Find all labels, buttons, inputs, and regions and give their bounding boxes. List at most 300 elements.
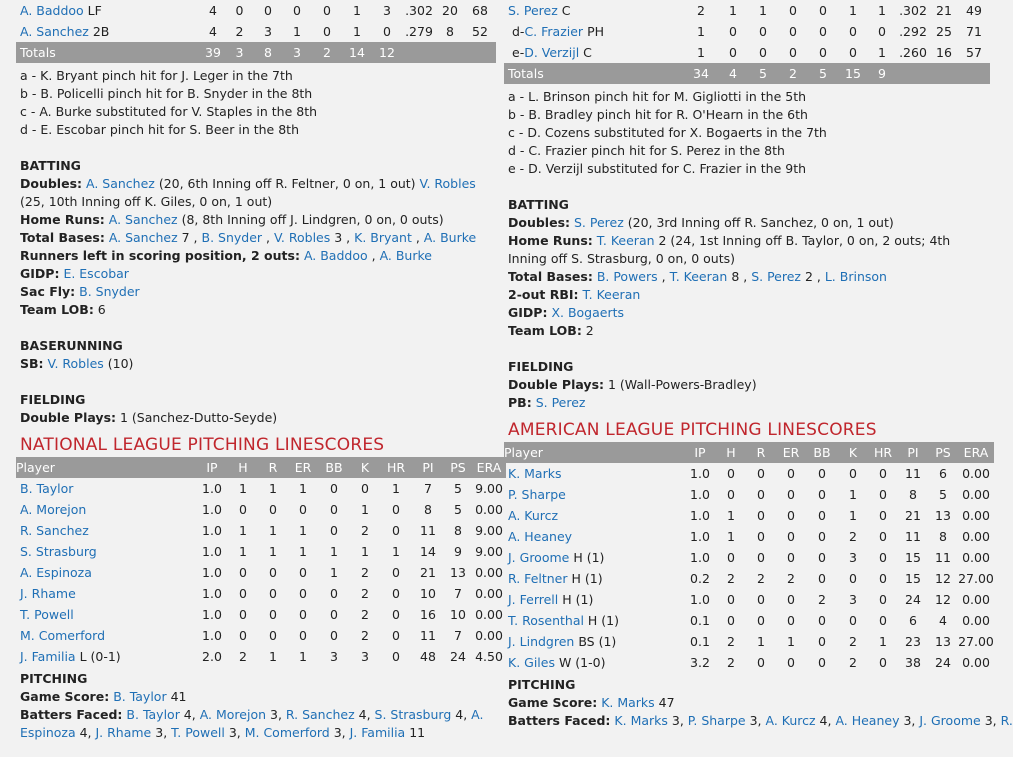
- table-row: d-C. Frazier PH 1 0 0 0 0 0 0 .292 25 71: [504, 21, 990, 42]
- batting-section: [16, 157, 496, 319]
- decision-note: H (1): [558, 592, 594, 607]
- player-link[interactable]: A. Sanchez: [108, 212, 178, 227]
- stat-cell: 14: [342, 42, 372, 63]
- table-row: e-D. Verzijl C 1 0 0 0 0 0 1 .260 16 57: [504, 42, 990, 63]
- decision-note: H (1): [583, 613, 620, 628]
- column-header: ER: [776, 442, 806, 463]
- stat-cell: 4: [939, 613, 947, 628]
- player-link[interactable]: T. Keeran: [582, 287, 641, 302]
- stat-cell: 3: [849, 550, 857, 565]
- pitcher-row: [16, 541, 506, 562]
- player-link[interactable]: A. Burke: [379, 248, 432, 263]
- column-header: PI: [898, 442, 928, 463]
- note-line: b - B. Policelli pinch hit for B. Snyder in the 8th: [20, 86, 313, 101]
- pitcher-row: [16, 562, 506, 583]
- player-link[interactable]: A. Sanchez: [108, 230, 178, 245]
- stat-cell: 0: [879, 655, 887, 670]
- game-score-line: Game Score: B. Taylor 41: [20, 689, 187, 704]
- fielding-section: [504, 358, 984, 412]
- totals-label: Totals: [504, 63, 684, 84]
- column-header: R: [258, 457, 288, 478]
- stat-cell: 0: [789, 45, 797, 60]
- total-bases-line: Total Bases: A. Sanchez 7 , B. Snyder , V. Robles 3 , K. Bryant , A. Burke: [20, 230, 477, 245]
- column-header: ERA: [472, 457, 506, 478]
- section-heading: BATTING: [508, 197, 569, 212]
- stat-cell: 1: [697, 45, 705, 60]
- stat-cell: 57: [966, 45, 982, 60]
- stat-cell: 9.00: [475, 544, 503, 559]
- stat-cell: 0: [383, 24, 391, 39]
- player-link[interactable]: J. Familia: [349, 725, 406, 740]
- stat-cell: 0: [239, 607, 247, 622]
- stat-cell: 1: [299, 523, 307, 538]
- sb-line: SB: V. Robles (10): [20, 356, 134, 371]
- player-link[interactable]: T. Powell: [171, 725, 225, 740]
- stat-cell: 1: [878, 3, 886, 18]
- team-lob-line: Team LOB: 6: [20, 302, 106, 317]
- stat-cell: 2: [361, 586, 369, 601]
- player-link[interactable]: C. Frazier: [524, 24, 584, 39]
- stat-cell: 2: [778, 63, 808, 84]
- stat-cell: 0: [759, 24, 767, 39]
- stat-cell: 0: [759, 45, 767, 60]
- stat-cell: 4: [718, 63, 748, 84]
- player-link[interactable]: J. Rhame: [95, 725, 152, 740]
- stat-cell: .302: [405, 3, 433, 18]
- player-link[interactable]: T. Keeran: [669, 269, 728, 284]
- stat-cell: 1.0: [690, 508, 710, 523]
- decision-note: H (1): [567, 571, 603, 586]
- stat-cell: 1: [849, 508, 857, 523]
- batters-faced-line: Batters Faced: B. Taylor 4, A. Morejon 3, R. Sanchez 4, S. Strasburg 4, A. Espinoza 4, J. Rhame 3, T. Powell 3, M. Comerford 3, J. Familia 11: [20, 707, 484, 740]
- player-link[interactable]: K. Bryant: [354, 230, 412, 245]
- stat-cell: 0: [757, 466, 765, 481]
- pitcher-row: [504, 547, 994, 568]
- player-link[interactable]: M. Comerford: [244, 725, 330, 740]
- stat-cell: 11: [935, 550, 951, 565]
- stat-cell: 0: [787, 529, 795, 544]
- stat-cell: 0.00: [475, 565, 503, 580]
- stat-cell: 39: [201, 42, 225, 63]
- stat-cell: 11: [905, 466, 921, 481]
- stat-cell: 0: [299, 586, 307, 601]
- stat-cell: 5: [454, 481, 462, 496]
- pitcher-row: [504, 631, 994, 652]
- player-link[interactable]: J. Groome: [919, 713, 981, 728]
- section-heading: FIELDING: [508, 359, 574, 374]
- stat-cell: 3: [383, 3, 391, 18]
- stat-cell: 0.00: [962, 508, 990, 523]
- stat-cell: 1: [239, 523, 247, 538]
- stat-cell: 0: [727, 592, 735, 607]
- stat-cell: 68: [472, 3, 488, 18]
- stat-cell: 0: [818, 613, 826, 628]
- column-header: BB: [318, 457, 350, 478]
- stat-cell: 23: [905, 634, 921, 649]
- stat-cell: 2: [787, 571, 795, 586]
- stat-cell: 9.00: [475, 523, 503, 538]
- player-link[interactable]: J. Familia: [20, 649, 76, 664]
- stat-cell: 5: [808, 63, 838, 84]
- stat-cell: 0: [269, 628, 277, 643]
- stat-cell: 0: [879, 571, 887, 586]
- stat-cell: 13: [935, 508, 951, 523]
- player-link[interactable]: A. Heaney: [835, 713, 900, 728]
- column-header: HR: [380, 457, 412, 478]
- note-line: e - D. Verzijl substituted for C. Frazier in the 9th: [508, 161, 807, 176]
- stat-cell: 0.00: [475, 628, 503, 643]
- player-link[interactable]: A. Sanchez: [86, 176, 155, 191]
- section-heading: FIELDING: [20, 392, 86, 407]
- stat-cell: 1: [330, 565, 338, 580]
- player-link[interactable]: J. Rhame: [20, 586, 76, 601]
- pitching-header-row: [16, 457, 506, 478]
- stat-cell: 1: [392, 481, 400, 496]
- player-link[interactable]: M. Comerford: [20, 628, 106, 643]
- pitcher-row: [504, 568, 994, 589]
- stat-cell: 14: [420, 544, 436, 559]
- decision-note: L (0-1): [75, 649, 121, 664]
- stat-cell: 0: [239, 502, 247, 517]
- stat-cell: 1.0: [690, 487, 710, 502]
- player-link[interactable]: R. Sanchez: [285, 707, 355, 722]
- stat-cell: 15: [905, 571, 921, 586]
- player-link[interactable]: A. Heaney: [508, 529, 573, 544]
- table-row: [16, 21, 496, 42]
- doubles-line: Doubles: S. Perez (20, 3rd Inning off R. Sanchez, 0 on, 1 out): [508, 215, 894, 230]
- stat-cell: 0: [818, 529, 826, 544]
- player-link[interactable]: S. Perez: [751, 269, 801, 284]
- stat-cell: 0.00: [475, 586, 503, 601]
- stat-cell: 20: [442, 3, 458, 18]
- player-link[interactable]: V. Robles: [47, 356, 104, 371]
- stat-cell: 2: [361, 523, 369, 538]
- player-link[interactable]: A. Espinoza: [20, 707, 484, 740]
- column-header: K: [838, 442, 868, 463]
- stat-cell: 8: [909, 487, 917, 502]
- passed-ball-line: PB: S. Perez: [508, 395, 586, 410]
- stat-cell: 0: [727, 550, 735, 565]
- totals-label: Totals: [16, 42, 201, 63]
- stat-cell: 0: [878, 24, 886, 39]
- player-link[interactable]: K. Marks: [614, 713, 668, 728]
- stat-cell: 0: [293, 3, 301, 18]
- note-line: a - L. Brinson pinch hit for M. Gigliotti in the 5th: [508, 89, 807, 104]
- stat-cell: 7: [424, 481, 432, 496]
- stat-cell: .302: [899, 3, 927, 18]
- stat-cell: 34: [684, 63, 718, 84]
- column-header: HR: [868, 442, 898, 463]
- decision-note: H (1): [569, 550, 605, 565]
- stat-cell: 0: [818, 634, 826, 649]
- stat-cell: 0: [849, 571, 857, 586]
- player-link[interactable]: S. Strasburg: [20, 544, 97, 559]
- stat-cell: 3: [282, 42, 312, 63]
- table-row: [16, 0, 496, 21]
- player-link[interactable]: A. Baddoo: [303, 248, 368, 263]
- player-link[interactable]: J. Ferrell: [508, 592, 559, 607]
- player-link[interactable]: S. Perez: [535, 395, 586, 410]
- player-link[interactable]: T. Rosenthal: [508, 613, 584, 628]
- column-header: PI: [412, 457, 444, 478]
- stat-cell: 1.0: [202, 586, 222, 601]
- al-pitching-table: [504, 442, 994, 673]
- stat-cell: 0: [269, 502, 277, 517]
- stat-cell: 2: [849, 634, 857, 649]
- player-link[interactable]: S. Perez: [508, 3, 558, 18]
- stat-cell: 11: [420, 523, 436, 538]
- player-link[interactable]: B. Taylor: [126, 707, 180, 722]
- doubles-line: Doubles: A. Sanchez (20, 6th Inning off R. Feltner, 0 on, 1 out) V. Robles (25, 10th Inning off K. Giles, 0 on, 1 out): [20, 176, 476, 209]
- player-link[interactable]: K. Marks: [601, 695, 655, 710]
- pitcher-row: [504, 526, 994, 547]
- stat-cell: 2: [727, 634, 735, 649]
- stat-cell: .260: [899, 45, 927, 60]
- stat-cell: 0: [757, 550, 765, 565]
- player-link[interactable]: P. Sharpe: [508, 487, 566, 502]
- double-plays-line: Double Plays: 1 (Sanchez-Dutto-Seyde): [20, 410, 278, 425]
- stat-cell: 3.2: [690, 655, 710, 670]
- stat-cell: 0.00: [962, 592, 990, 607]
- stat-cell: 1: [299, 481, 307, 496]
- stat-cell: 8: [424, 502, 432, 517]
- stat-cell: 0: [392, 502, 400, 517]
- stat-cell: 5: [454, 502, 462, 517]
- player-link[interactable]: R. Sanchez: [20, 523, 89, 538]
- player-link[interactable]: A. Kurcz: [508, 508, 559, 523]
- player-link[interactable]: J. Groome: [508, 550, 570, 565]
- pitching-header-row: [504, 442, 994, 463]
- player-link[interactable]: X. Bogaerts: [551, 305, 625, 320]
- stat-cell: 2: [757, 571, 765, 586]
- pitcher-row: [16, 583, 506, 604]
- nl-batting-table: [16, 0, 496, 63]
- stat-cell: 0: [330, 628, 338, 643]
- stat-cell: 0: [239, 628, 247, 643]
- stat-cell: 25: [936, 24, 952, 39]
- stat-cell: 49: [966, 3, 982, 18]
- nl-pitching-section: [16, 670, 496, 742]
- player-link[interactable]: V. Robles: [273, 230, 331, 245]
- stat-cell: 2: [235, 24, 244, 39]
- double-plays-line: Double Plays: 1 (Wall-Powers-Bradley): [508, 377, 757, 392]
- player-link[interactable]: T. Keeran: [596, 233, 655, 248]
- column-header: ERA: [958, 442, 994, 463]
- stat-cell: 10: [450, 607, 466, 622]
- player-link[interactable]: P. Sharpe: [687, 713, 746, 728]
- stat-cell: 1: [293, 24, 301, 39]
- player-link[interactable]: B. Taylor: [20, 481, 74, 496]
- stat-cell: 1.0: [690, 466, 710, 481]
- pitcher-row: [504, 610, 994, 631]
- stat-cell: 0: [879, 613, 887, 628]
- stat-cell: 0: [819, 45, 827, 60]
- player-link[interactable]: B. Snyder: [201, 230, 263, 245]
- gidp-line: GIDP: X. Bogaerts: [508, 305, 625, 320]
- stat-cell: 12: [372, 42, 402, 63]
- stat-cell: 1: [353, 3, 361, 18]
- stat-cell: 12: [935, 571, 951, 586]
- stat-cell: 24: [905, 592, 921, 607]
- stat-cell: 1.0: [690, 550, 710, 565]
- player-link[interactable]: A. Morejon: [199, 707, 267, 722]
- stat-cell: 8: [446, 24, 454, 39]
- player-link[interactable]: V. Robles: [419, 176, 476, 191]
- column-header: K: [350, 457, 380, 478]
- stat-cell: 15: [838, 63, 868, 84]
- stat-cell: 24: [935, 655, 951, 670]
- stat-cell: 1.0: [202, 565, 222, 580]
- stat-cell: 0: [757, 508, 765, 523]
- totals-row: [16, 42, 496, 63]
- player-link[interactable]: S. Strasburg: [374, 707, 452, 722]
- stat-cell: 0: [787, 466, 795, 481]
- player-link[interactable]: A. Sanchez: [20, 24, 89, 39]
- stat-cell: 1: [392, 544, 400, 559]
- stat-cell: 0: [392, 586, 400, 601]
- al-pitcher-rows: [504, 463, 994, 673]
- stat-cell: 0: [818, 508, 826, 523]
- player-link[interactable]: D. Verzijl: [524, 45, 580, 60]
- stat-cell: 1: [849, 3, 857, 18]
- nl-pitching-title: NATIONAL LEAGUE PITCHING LINESCORES: [20, 435, 385, 455]
- player-link[interactable]: R. Feltner: [508, 571, 568, 586]
- stat-cell: 0: [235, 3, 244, 18]
- stat-cell: 0.00: [962, 613, 990, 628]
- stat-cell: 2: [697, 3, 705, 18]
- stat-cell: 13: [935, 634, 951, 649]
- stat-cell: 2: [239, 649, 247, 664]
- player-link[interactable]: B. Snyder: [79, 284, 140, 299]
- nl-pitching-table: [16, 457, 506, 667]
- stat-cell: 27.00: [958, 571, 994, 586]
- stat-cell: 0: [787, 550, 795, 565]
- stat-cell: 0: [757, 592, 765, 607]
- stat-cell: 1.0: [202, 607, 222, 622]
- stat-cell: 2: [361, 628, 369, 643]
- stat-cell: 0: [299, 502, 307, 517]
- stat-cell: 0: [879, 550, 887, 565]
- column-header: PS: [928, 442, 958, 463]
- stat-cell: 0: [787, 508, 795, 523]
- player-link[interactable]: K. Giles: [508, 655, 555, 670]
- stat-cell: 0: [757, 655, 765, 670]
- player-link[interactable]: L. Brinson: [824, 269, 887, 284]
- player-link[interactable]: A. Morejon: [20, 502, 87, 517]
- section-heading: BATTING: [20, 158, 81, 173]
- stat-cell: 2: [849, 529, 857, 544]
- stat-cell: 0: [789, 3, 797, 18]
- stat-cell: 1: [878, 45, 886, 60]
- player-link[interactable]: A. Kurcz: [765, 713, 816, 728]
- substitution-notes: [504, 84, 984, 178]
- stat-cell: 7: [454, 586, 462, 601]
- player-link[interactable]: E. Escobar: [63, 266, 129, 281]
- player-link[interactable]: T. Powell: [20, 607, 74, 622]
- stat-cell: 1.0: [202, 523, 222, 538]
- batting-section: [504, 196, 984, 340]
- stat-cell: 0: [879, 529, 887, 544]
- stat-cell: 0: [757, 529, 765, 544]
- stat-cell: 9.00: [475, 481, 503, 496]
- stat-cell: 9: [454, 544, 462, 559]
- pitcher-row: [504, 463, 994, 484]
- player-link[interactable]: A. Burke: [423, 230, 477, 245]
- gidp-line: GIDP: E. Escobar: [20, 266, 129, 281]
- stat-cell: 1: [330, 544, 338, 559]
- stat-cell: 0: [818, 487, 826, 502]
- stat-cell: 1: [269, 544, 277, 559]
- total-bases-line: Total Bases: B. Powers , T. Keeran 8 , S. Perez 2 , L. Brinson: [508, 269, 887, 284]
- player-link[interactable]: R.: [1000, 713, 1013, 728]
- stat-cell: 0.00: [962, 487, 990, 502]
- player-link[interactable]: J. Lindgren: [508, 634, 575, 649]
- column-header: R: [746, 442, 776, 463]
- stat-cell: 0: [849, 24, 857, 39]
- player-link[interactable]: A. Baddoo: [20, 3, 84, 18]
- player-link[interactable]: B. Taylor: [113, 689, 167, 704]
- team-lob-line: Team LOB: 2: [508, 323, 594, 338]
- stat-cell: 27.00: [958, 634, 994, 649]
- stat-cell: 0: [330, 502, 338, 517]
- stat-cell: 7: [454, 628, 462, 643]
- stat-cell: 1.0: [202, 502, 222, 517]
- stat-cell: 0: [787, 613, 795, 628]
- stat-cell: 71: [966, 24, 982, 39]
- stat-cell: 1: [361, 502, 369, 517]
- stat-cell: 0: [392, 649, 400, 664]
- stat-cell: 48: [420, 649, 436, 664]
- stat-cell: 0: [239, 586, 247, 601]
- stat-cell: 1: [787, 634, 795, 649]
- decision-note: BS (1): [574, 634, 617, 649]
- player-link[interactable]: A. Espinoza: [20, 565, 92, 580]
- column-header: IP: [196, 457, 228, 478]
- stat-cell: 0: [269, 607, 277, 622]
- column-header: Player: [504, 442, 684, 463]
- stat-cell: 13: [450, 565, 466, 580]
- stat-cell: 1.0: [202, 544, 222, 559]
- stat-cell: 0: [299, 628, 307, 643]
- table-row: [504, 0, 990, 21]
- stat-cell: 1: [269, 481, 277, 496]
- stat-cell: 0: [729, 24, 737, 39]
- al-batting-table: [504, 0, 990, 84]
- player-link[interactable]: B. Powers: [596, 269, 658, 284]
- stat-cell: 3: [330, 649, 338, 664]
- player-link[interactable]: K. Marks: [508, 466, 562, 481]
- substitution-notes: [16, 63, 496, 139]
- stat-cell: 3: [225, 42, 254, 63]
- stat-cell: 0: [299, 565, 307, 580]
- stat-cell: 6: [939, 466, 947, 481]
- stat-cell: 9: [868, 63, 896, 84]
- player-link[interactable]: S. Perez: [574, 215, 624, 230]
- stat-cell: 0.00: [962, 655, 990, 670]
- stat-cell: 0: [269, 586, 277, 601]
- stat-cell: 1.0: [202, 628, 222, 643]
- stat-cell: 0: [323, 24, 331, 39]
- al-pitching-section: [504, 676, 1013, 730]
- section-heading: BASERUNNING: [20, 338, 123, 353]
- stat-cell: 0: [392, 523, 400, 538]
- column-header: Player: [16, 457, 196, 478]
- stat-cell: 1: [729, 3, 737, 18]
- column-header: ER: [288, 457, 318, 478]
- stat-cell: 1.0: [690, 592, 710, 607]
- stat-cell: 2: [818, 592, 826, 607]
- stat-cell: 4.50: [475, 649, 503, 664]
